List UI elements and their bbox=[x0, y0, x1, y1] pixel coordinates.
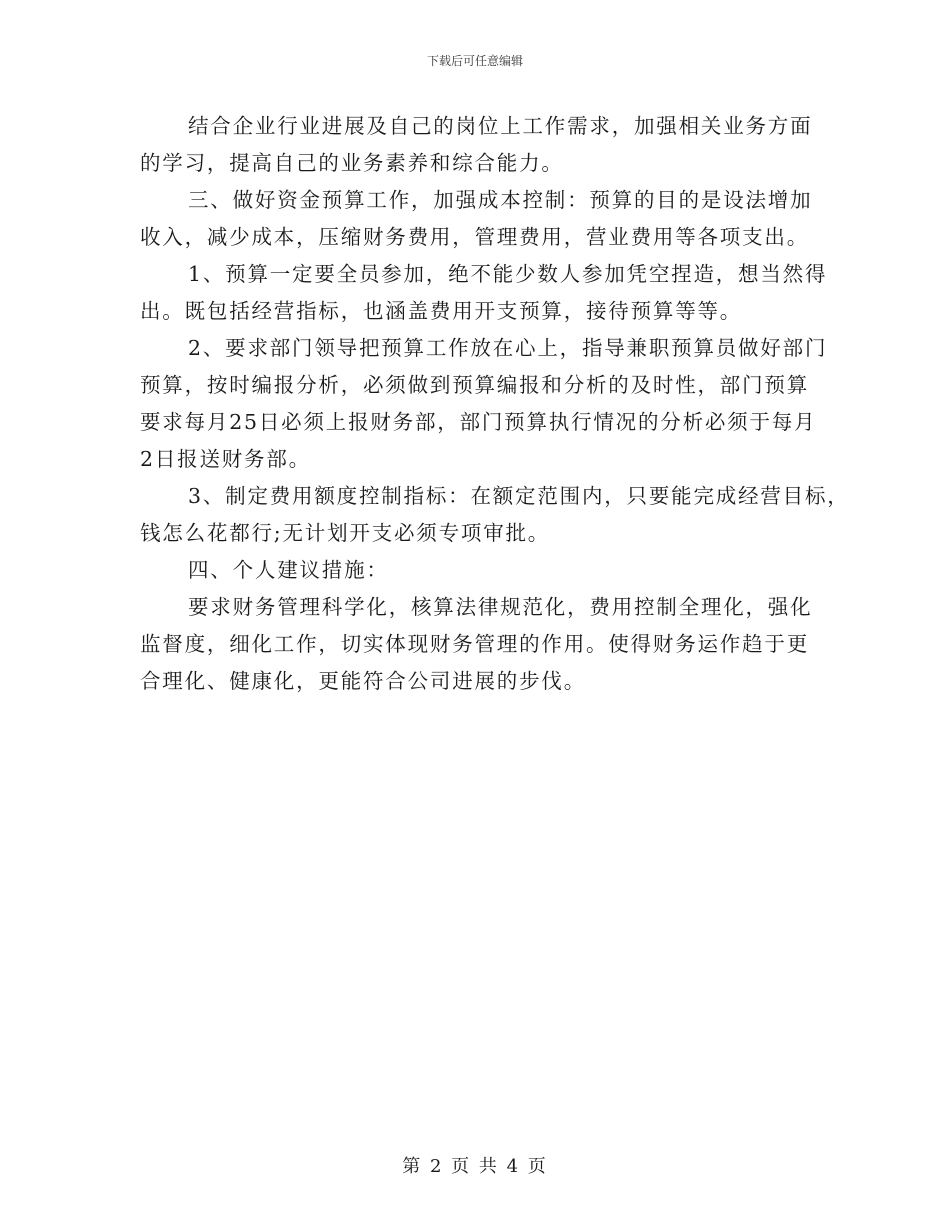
text-line: 3、制定费用额度控制指标：在额定范围内，只要能完成经营目标， bbox=[188, 484, 850, 508]
text-line: 的学习，提高自己的业务素养和综合能力。 bbox=[140, 151, 564, 175]
text-line: 收入，减少成本，压缩财务费用，管理费用，营业费用等各项支出。 bbox=[140, 225, 809, 249]
document-body bbox=[140, 108, 850, 700]
page-header: 下载后可任意编辑 bbox=[426, 54, 523, 68]
text-line: 出。既包括经营指标，也涵盖费用开支预算，接待预算等等。 bbox=[140, 299, 743, 323]
text-line: 要求财务管理科学化，核算法律规范化，费用控制全理化，强化 bbox=[188, 595, 813, 619]
text-line: 2、要求部门领导把预算工作放在心上，指导兼职预算员做好部门 bbox=[188, 336, 828, 360]
text-line: 要求每月25日必须上报财务部，部门预算执行情况的分析必须于每月 bbox=[140, 410, 817, 434]
text-line: 预算，按时编报分析，必须做到预算编报和分析的及时性，部门预算 bbox=[140, 373, 809, 397]
section-heading-line: 四、个人建议措施： bbox=[188, 558, 389, 582]
text-line: 2日报送财务部。 bbox=[140, 447, 311, 471]
section-heading-line: 三、做好资金预算工作，加强成本控制：预算的目的是设法增加 bbox=[188, 188, 813, 212]
text-line: 结合企业行业进展及自己的岗位上工作需求，加强相关业务方面 bbox=[188, 114, 813, 138]
text-line: 监督度，细化工作，切实体现财务管理的作用。使得财务运作趋于更 bbox=[140, 632, 809, 656]
text-line: 合理化、健康化，更能符合公司进展的步伐。 bbox=[140, 669, 586, 693]
text-line: 钱怎么花都行;无计划开支必须专项审批。 bbox=[140, 521, 551, 545]
page-number-footer: 第 2 页 共 4 页 bbox=[402, 1156, 548, 1177]
text-line: 1、预算一定要全员参加，绝不能少数人参加凭空捏造，想当然得 bbox=[188, 262, 828, 286]
